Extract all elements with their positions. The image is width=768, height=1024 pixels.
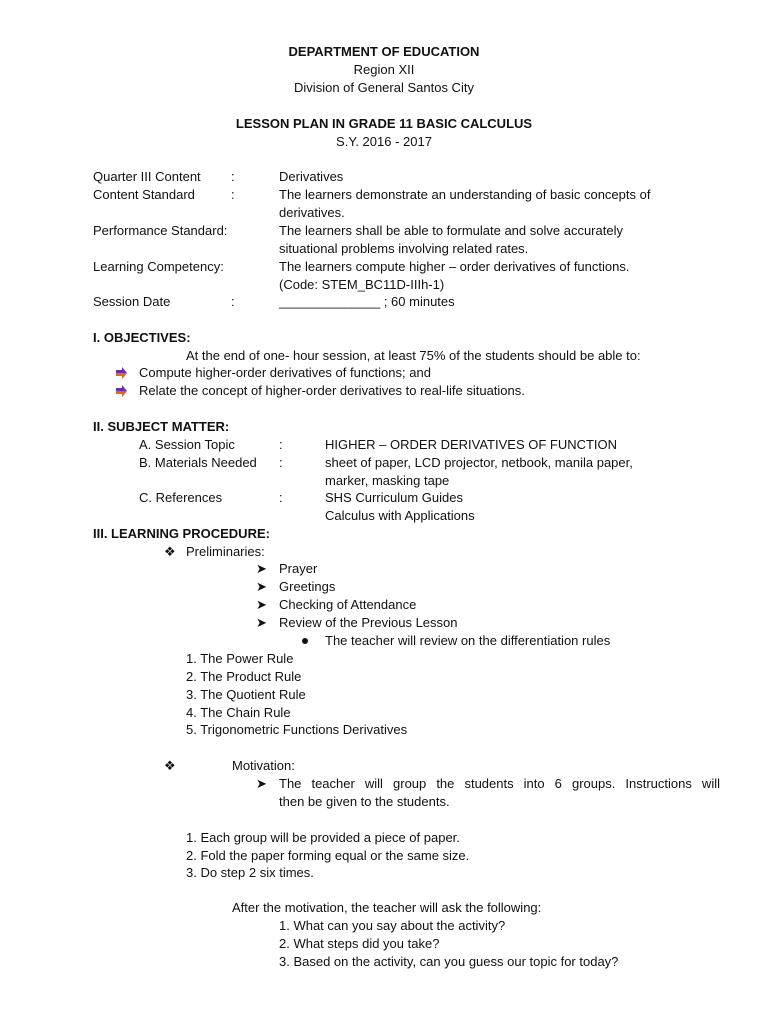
materials-label: B. Materials Needed (139, 455, 257, 470)
preliminary-item: Prayer (279, 561, 318, 576)
rule-item: 5. Trigonometric Functions Derivatives (186, 722, 408, 737)
question-item: 1. What can you say about the activity? (279, 918, 506, 933)
learning-competency-label: Learning Competency: (93, 259, 224, 274)
quarter-colon: : (231, 169, 235, 184)
school-year: S.Y. 2016 - 2017 (336, 134, 432, 149)
objective-item: Compute higher-order derivatives of functions; and (139, 365, 431, 380)
performance-standard-value-cont: situational problems involving related rates. (279, 241, 529, 256)
objectives-heading: I. OBJECTIVES: (93, 330, 191, 345)
subject-matter-heading: II. SUBJECT MATTER: (93, 419, 230, 434)
learning-procedure-heading: III. LEARNING PROCEDURE: (93, 526, 270, 541)
quarter-label: Quarter III Content (93, 169, 201, 184)
question-item: 2. What steps did you take? (279, 936, 440, 951)
materials-colon: : (279, 455, 283, 470)
performance-standard-value: The learners shall be able to formulate and solve accurately (279, 223, 623, 238)
learning-competency-value: The learners compute higher – order derivatives of functions. (279, 259, 630, 274)
arrowhead-bullet-icon: ➤ (256, 776, 267, 791)
performance-standard-label: Performance Standard: (93, 223, 228, 238)
diamond-bullet-icon: ❖ (164, 758, 176, 773)
step-item: 1. Each group will be provided a piece of paper. (186, 830, 460, 845)
arrow-bullet-icon (115, 367, 127, 379)
session-topic-label: A. Session Topic (139, 437, 235, 452)
review-note: The teacher will review on the differentiation rules (325, 633, 611, 648)
rule-item: 1. The Power Rule (186, 651, 294, 666)
session-topic-colon: : (279, 437, 283, 452)
diamond-bullet-icon: ❖ (164, 544, 176, 559)
content-standard-colon: : (231, 187, 235, 202)
arrowhead-bullet-icon: ➤ (256, 615, 267, 630)
session-date-value: ______________ ; 60 minutes (279, 294, 455, 309)
arrow-bullet-icon (115, 385, 127, 397)
motivation-note: The teacher will group the students into 6 groups. Instructions will (279, 776, 720, 791)
after-motivation-text: After the motivation, the teacher will ask the following: (232, 900, 542, 915)
preliminaries-label: Preliminaries: (186, 544, 265, 559)
step-item: 2. Fold the paper forming equal or the same size. (186, 848, 470, 863)
rule-item: 2. The Product Rule (186, 669, 302, 684)
references-label: C. References (139, 490, 223, 505)
session-date-colon: : (231, 294, 235, 309)
rule-item: 4. The Chain Rule (186, 705, 291, 720)
content-standard-value: The learners demonstrate an understanding of basic concepts of (279, 187, 651, 202)
content-standard-value-cont: derivatives. (279, 205, 345, 220)
objective-item: Relate the concept of higher-order derivatives to real-life situations. (139, 383, 525, 398)
materials-value: sheet of paper, LCD projector, netbook, manila paper, (325, 455, 633, 470)
quarter-value: Derivatives (279, 169, 344, 184)
question-item: 3. Based on the activity, can you guess our topic for today? (279, 954, 619, 969)
preliminary-item: Checking of Attendance (279, 597, 417, 612)
references-colon: : (279, 490, 283, 505)
motivation-label: Motivation: (232, 758, 295, 773)
round-bullet-icon (302, 638, 308, 644)
region-line: Region XII (353, 62, 415, 77)
rule-item: 3. The Quotient Rule (186, 687, 306, 702)
motivation-note-cont: then be given to the students. (279, 794, 450, 809)
division-line: Division of General Santos City (294, 80, 474, 95)
session-topic-value: HIGHER – ORDER DERIVATIVES OF FUNCTION (325, 437, 618, 452)
arrowhead-bullet-icon: ➤ (256, 561, 267, 576)
step-item: 3. Do step 2 six times. (186, 865, 314, 880)
content-standard-label: Content Standard (93, 187, 195, 202)
preliminary-item: Greetings (279, 579, 336, 594)
arrowhead-bullet-icon: ➤ (256, 597, 267, 612)
references-value-cont: Calculus with Applications (325, 508, 475, 523)
materials-value-cont: marker, masking tape (325, 473, 450, 488)
arrowhead-bullet-icon: ➤ (256, 579, 267, 594)
preliminary-item: Review of the Previous Lesson (279, 615, 458, 630)
competency-code: (Code: STEM_BC11D-IIIh-1) (279, 277, 445, 292)
department-heading: DEPARTMENT OF EDUCATION (288, 44, 480, 59)
references-value: SHS Curriculum Guides (325, 490, 463, 505)
session-date-label: Session Date (93, 294, 171, 309)
lesson-plan-title: LESSON PLAN IN GRADE 11 BASIC CALCULUS (235, 116, 533, 131)
objectives-intro: At the end of one- hour session, at least 75% of the students should be able to: (186, 348, 641, 363)
